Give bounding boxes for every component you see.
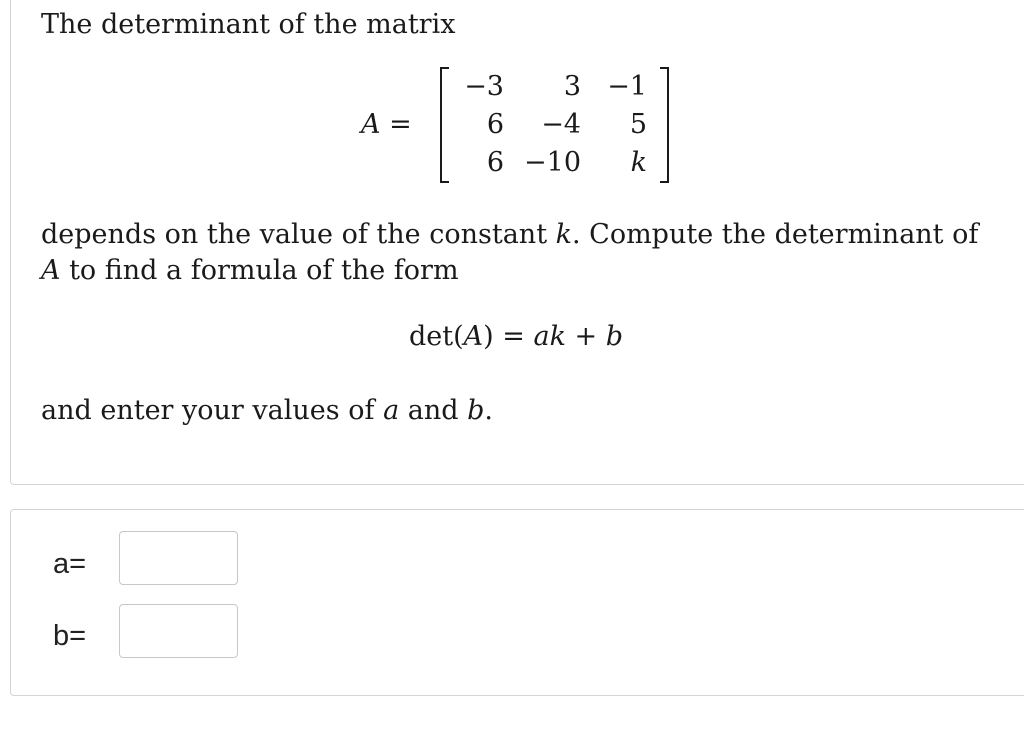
formula-det: det( [409,321,464,352]
question-line-3 [41,253,459,289]
question-intro [41,7,455,43]
matrix-cell-r2c2: −4 [541,109,581,140]
matrix-name: A [361,109,381,140]
matrix-cell-r3c2: −10 [524,147,581,178]
question-panel [10,0,1024,485]
matrix-cell-r1c1: −3 [464,71,504,102]
matrix-equation [361,67,681,185]
formula-plus: + [565,321,606,352]
determinant-formula [409,319,623,355]
matrix-cell-r1c3: −1 [607,71,647,102]
question-line-4 [41,393,493,429]
line2-before: depends on the value of the constant [41,219,556,250]
b-label: b= [53,620,87,652]
a-input[interactable] [119,531,238,585]
formula-ak: ak [533,321,566,352]
matrix-cell-r2c3: 5 [629,109,647,140]
formula-var-A: A [463,321,484,352]
matrix-cell-r3c1: 6 [486,147,504,178]
line4-var-b: b [467,395,485,426]
b-input[interactable] [119,604,238,658]
matrix-label [361,107,412,143]
question-line-2 [41,217,978,253]
matrix-equals: = [389,109,412,140]
matrix-cell-r1c2: 3 [563,71,581,102]
line4-after: . [484,395,493,426]
matrix-cell-r3c3: k [630,147,647,178]
matrix-right-bracket [660,67,669,183]
intro-text: The determinant of the matrix [41,9,456,40]
formula-equals: = [493,321,534,352]
line4-before: and enter your values of [41,395,384,426]
line2-var-k: k [555,219,572,250]
answer-panel [10,509,1024,696]
line3-after: to find a formula of the form [60,255,459,286]
formula-b: b [605,321,624,352]
line2-after: . Compute the determinant of [572,219,979,250]
line4-middle: and [399,395,468,426]
line3-var-A: A [41,255,61,286]
line4-var-a: a [383,395,400,426]
matrix-cell-r2c1: 6 [486,109,504,140]
matrix-left-bracket [440,67,449,183]
formula-close: ) [483,321,494,352]
a-label: a= [53,548,87,580]
